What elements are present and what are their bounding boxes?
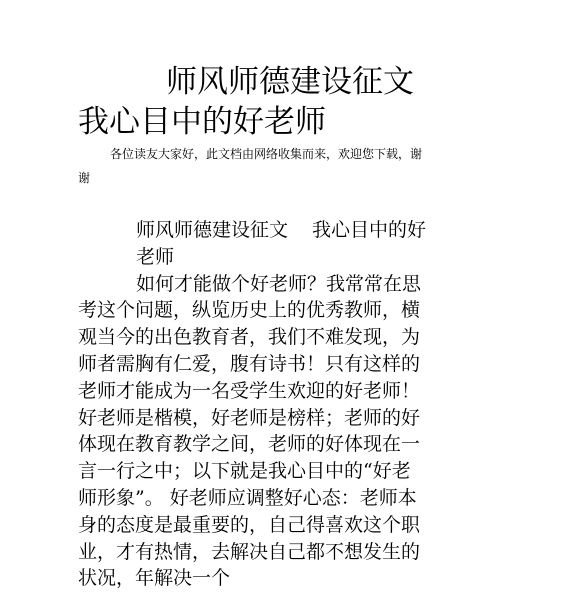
essay-heading (78, 217, 428, 271)
essay-body (78, 217, 428, 592)
essay-paragraph: 如何才能做个好老师？我常常在思考这个问题，纵览历史上的优秀教师，横观当今的出色教育者，我们不难发现，为师者需胸有仁爱，腹有诗书！只有这样的老师才能成为一名受学生欢迎的好老师！ 好老师是楷模，好老师是榜样；老师的好体现在教育教学之间，老师的好体现在一言一行之中；以下就是我心目中的“好老师形象”。 好老师应调整好心态：老师本身的态度是最重要的，自己得喜欢这个职业，才有热情，去解决自己都不想发生的状况，年解决一个 (78, 272, 422, 590)
essay-heading-part2: 我心目中的好老师 (136, 219, 427, 268)
download-notice: 各位读友大家好，此文档由网络收集而来，欢迎您下载，谢谢 (78, 147, 423, 185)
document-title-line1: 师风师德建设征文 (166, 64, 414, 100)
essay-heading-part1: 师风师德建设征文 (136, 219, 289, 241)
document-title-line2: 我心目中的好老师 (78, 104, 326, 140)
